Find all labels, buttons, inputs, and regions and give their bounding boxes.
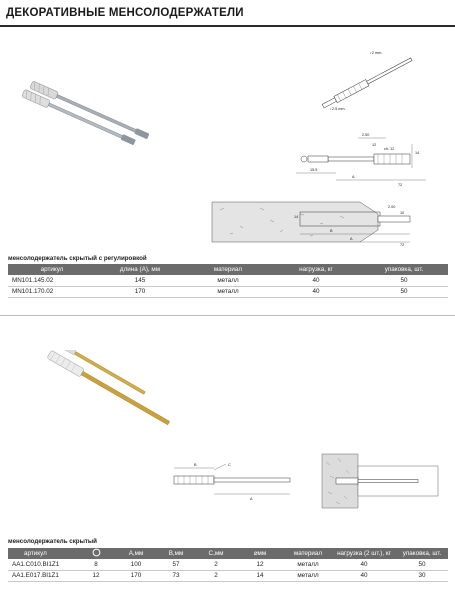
section-divider — [0, 315, 455, 316]
isometric-drawing — [300, 38, 450, 118]
side-dimension-drawing — [288, 128, 450, 190]
cell: 170 — [96, 286, 184, 298]
page-title: ДЕКОРАТИВНЫЕ МЕНСОЛОДЕРЖАТЕЛИ — [6, 7, 244, 19]
col-header-icon — [76, 548, 116, 559]
label-72: 72 — [398, 183, 403, 187]
label-B: B — [194, 463, 197, 467]
cell: металл — [184, 275, 272, 286]
cell: 40 — [332, 559, 396, 570]
cell: 8 — [76, 559, 116, 570]
label-155: 15.5 — [310, 168, 318, 172]
cell: металл — [284, 559, 332, 570]
label-A: A — [352, 175, 355, 179]
col-header: материал — [184, 264, 272, 275]
cell: AA1.E017.BI1Z1 — [8, 570, 76, 582]
table-row — [8, 286, 448, 298]
installation-section-drawing — [210, 196, 450, 248]
product-photo-hidden — [28, 350, 178, 440]
cell: металл — [184, 286, 272, 298]
cell: 57 — [156, 559, 196, 570]
cell: 50 — [360, 286, 448, 298]
cell: 40 — [272, 286, 360, 298]
col-header: В,мм — [156, 548, 196, 559]
label-2mm: ↕2 mm. — [370, 51, 383, 55]
cell: 40 — [332, 570, 396, 582]
title-underline — [0, 25, 455, 27]
cell: 14 — [236, 570, 284, 582]
table-title-adjustable: менсолодержатель скрытый с регулировкой — [8, 255, 147, 262]
label-72b: 72 — [400, 243, 405, 247]
cell: 12 — [76, 570, 116, 582]
cell: 73 — [156, 570, 196, 582]
label-14: 14 — [415, 151, 420, 155]
label-2-5mm: ↕2.5 mm. — [330, 107, 346, 111]
col-header: А,мм — [116, 548, 156, 559]
cell: 50 — [360, 275, 448, 286]
cell: 145 — [96, 275, 184, 286]
cell: MN101.170.02 — [8, 286, 96, 298]
cell: металл — [284, 570, 332, 582]
spec-table-hidden — [8, 548, 448, 582]
table-row — [8, 275, 448, 286]
cell: 2 — [196, 570, 236, 582]
cell: 2 — [196, 559, 236, 570]
cell: 100 — [116, 559, 156, 570]
label-14b: 14 — [294, 215, 299, 219]
cell: 40 — [272, 275, 360, 286]
wall-installation-drawing — [318, 452, 440, 510]
label-12: 12 — [372, 143, 377, 147]
spec-table-adjustable — [8, 264, 448, 298]
col-header: нагрузка (2 шт.), кг — [332, 548, 396, 559]
label-B: B — [330, 229, 333, 233]
table-title-hidden: менсолодержатель скрытый — [8, 538, 97, 545]
col-header: С,мм — [196, 548, 236, 559]
label-ch12: ch. 12 — [384, 147, 395, 151]
hidden-holder-dimension-drawing — [168, 458, 298, 503]
label-A2: A — [350, 237, 353, 241]
cell: 12 — [236, 559, 284, 570]
col-header: упаковка, шт. — [396, 548, 448, 559]
col-header: материал — [284, 548, 332, 559]
col-header: нагрузка, кг — [272, 264, 360, 275]
col-header: артикул — [8, 264, 96, 275]
label-250: 2.50 — [362, 133, 370, 137]
hole-diameter-icon — [92, 548, 101, 557]
table-row — [8, 570, 448, 582]
cell: MN101.145.02 — [8, 275, 96, 286]
col-header: артикул — [8, 548, 76, 559]
cell: 30 — [396, 570, 448, 582]
col-header: ⌀мм — [236, 548, 284, 559]
cell: AA1.C010.BI1Z1 — [8, 559, 76, 570]
label-200: 2.00 — [388, 205, 396, 209]
col-header: длина (А), мм — [96, 264, 184, 275]
col-header: упаковка, шт. — [360, 264, 448, 275]
label-C: C — [228, 463, 231, 467]
table-row — [8, 559, 448, 570]
label-10b: 10 — [400, 211, 405, 215]
cell: 50 — [396, 559, 448, 570]
product-photo-adjustable — [10, 80, 170, 150]
label-A: A — [250, 497, 253, 501]
cell: 170 — [116, 570, 156, 582]
